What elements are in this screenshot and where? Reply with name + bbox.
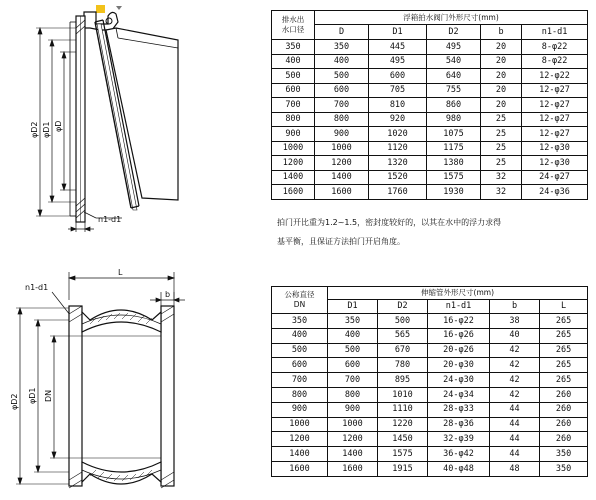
joint-table-cell: 1220 <box>378 417 428 432</box>
joint-group-header: 伸缩管外形尺寸(mm) <box>328 287 588 300</box>
joint-table-cell: 24-φ30 <box>428 373 490 388</box>
flap-table-cell: 700 <box>272 98 315 113</box>
joint-table-cell: 16-φ26 <box>428 328 490 343</box>
joint-table-cell: 1200 <box>272 432 328 447</box>
joint-table-cell: 800 <box>328 387 378 402</box>
flap-col-d1: D1 <box>369 25 427 40</box>
flap-note-line-2: 基平衡，且保证方法拍门开启角度。 <box>277 237 405 246</box>
rubber-joint-table <box>271 286 588 477</box>
flap-table-cell: 1400 <box>272 170 315 185</box>
joint-table-cell: 32-φ39 <box>428 432 490 447</box>
flap-table-cell: 900 <box>315 127 369 142</box>
joint-table-cell: 1200 <box>328 432 378 447</box>
flap-table-cell: 900 <box>272 127 315 142</box>
flap-valve-table <box>271 10 588 200</box>
flap-table-cell: 12-φ27 <box>522 98 588 113</box>
joint-table-cell: 900 <box>272 402 328 417</box>
flap-column-headers <box>272 25 588 40</box>
flap-table-cell: 20 <box>481 83 522 98</box>
flap-table-cell: 25 <box>481 112 522 127</box>
joint-table-cell: 1400 <box>328 447 378 462</box>
flap-table-cell: 800 <box>315 112 369 127</box>
flap-table-row <box>272 69 588 84</box>
joint-table-cell: 42 <box>490 387 540 402</box>
joint-table-row <box>272 447 588 462</box>
flap-table-cell: 350 <box>315 40 369 55</box>
joint-table-cell: 20-φ26 <box>428 343 490 358</box>
flap-table-cell: 1000 <box>315 141 369 156</box>
label-holes-flap: n1-d1 <box>98 215 122 224</box>
flap-table-cell: 12-φ27 <box>522 83 588 98</box>
flap-table-cell: 495 <box>427 40 481 55</box>
joint-col-l: L <box>540 300 588 314</box>
flap-table-cell: 1760 <box>369 185 427 200</box>
flap-table-cell: 500 <box>315 69 369 84</box>
joint-table-row <box>272 328 588 343</box>
joint-table-cell: 265 <box>540 328 588 343</box>
joint-table-cell: 1010 <box>378 387 428 402</box>
flap-table-cell: 860 <box>427 98 481 113</box>
flap-table-row <box>272 40 588 55</box>
flap-table-row <box>272 141 588 156</box>
joint-table-cell: 260 <box>540 387 588 402</box>
joint-table-cell: 28-φ33 <box>428 402 490 417</box>
flap-table-cell: 980 <box>427 112 481 127</box>
joint-table-row <box>272 387 588 402</box>
label-dn: DN <box>44 389 53 402</box>
joint-table-body <box>272 314 588 477</box>
label-d: φD <box>54 120 63 132</box>
flap-table-cell: 500 <box>272 69 315 84</box>
joint-col-d2: D2 <box>378 300 428 314</box>
flap-table-cell: 20 <box>481 98 522 113</box>
joint-table-cell: 40 <box>490 328 540 343</box>
flap-col-d: D <box>315 25 369 40</box>
flap-table-cell: 350 <box>272 40 315 55</box>
flap-table-cell: 25 <box>481 156 522 171</box>
joint-table-cell: 265 <box>540 343 588 358</box>
joint-table-cell: 36-φ42 <box>428 447 490 462</box>
flap-table-cell: 810 <box>369 98 427 113</box>
joint-table-cell: 265 <box>540 358 588 373</box>
joint-col-holes: n1-d1 <box>428 300 490 314</box>
flap-table-cell: 540 <box>427 54 481 69</box>
joint-table-cell: 20-φ30 <box>428 358 490 373</box>
joint-table-cell: 1575 <box>378 447 428 462</box>
flap-table-cell: 705 <box>369 83 427 98</box>
flap-table-cell: 1600 <box>272 185 315 200</box>
flap-table-cell: 1575 <box>427 170 481 185</box>
joint-table-cell: 350 <box>540 461 588 476</box>
joint-table-cell: 565 <box>378 328 428 343</box>
joint-table-cell: 44 <box>490 432 540 447</box>
flap-table-cell: 1200 <box>315 156 369 171</box>
joint-table-cell: 700 <box>272 373 328 388</box>
joint-table-cell: 260 <box>540 432 588 447</box>
joint-table-cell: 260 <box>540 417 588 432</box>
flap-table-cell: 32 <box>481 170 522 185</box>
flap-table-cell: 1930 <box>427 185 481 200</box>
flap-table-cell: 600 <box>272 83 315 98</box>
joint-table-row <box>272 314 588 329</box>
joint-table-cell: 1600 <box>272 461 328 476</box>
joint-table-cell: 40-φ48 <box>428 461 490 476</box>
joint-table-cell: 600 <box>328 358 378 373</box>
flap-col-b: b <box>481 25 522 40</box>
right-flange <box>161 306 174 486</box>
b-dimension <box>68 222 94 232</box>
joint-table-cell: 800 <box>272 387 328 402</box>
joint-table-cell: 38 <box>490 314 540 329</box>
flap-table-cell: 24-φ36 <box>522 185 588 200</box>
flap-table-cell: 8-φ22 <box>522 54 588 69</box>
joint-table-cell: 900 <box>328 402 378 417</box>
joint-table-cell: 1000 <box>328 417 378 432</box>
joint-table-cell: 265 <box>540 314 588 329</box>
flap-table-cell: 1400 <box>315 170 369 185</box>
joint-table-cell: 700 <box>328 373 378 388</box>
joint-table-row <box>272 358 588 373</box>
joint-table-cell: 1600 <box>328 461 378 476</box>
joint-table-cell: 780 <box>378 358 428 373</box>
flap-table-cell: 20 <box>481 54 522 69</box>
flap-table-cell: 700 <box>315 98 369 113</box>
flap-table-row <box>272 98 588 113</box>
label-d2: φD2 <box>30 121 39 138</box>
flap-table-cell: 800 <box>272 112 315 127</box>
joint-table-cell: 500 <box>328 343 378 358</box>
flap-table-row <box>272 127 588 142</box>
label-holes-joint: n1-d1 <box>25 283 49 292</box>
flap-table-row <box>272 185 588 200</box>
marker-arrow-icon <box>116 6 122 10</box>
rubber-joint-drawing <box>10 268 185 488</box>
joint-table-cell: 265 <box>540 373 588 388</box>
joint-table-cell: 1110 <box>378 402 428 417</box>
flap-table-cell: 1175 <box>427 141 481 156</box>
flap-table-cell: 12-φ30 <box>522 141 588 156</box>
flap-table-cell: 12-φ27 <box>522 127 588 142</box>
joint-table-row <box>272 432 588 447</box>
yellow-marker <box>96 5 105 13</box>
joint-col-b: b <box>490 300 540 314</box>
flap-table-cell: 12-φ27 <box>522 112 588 127</box>
joint-table-cell: 44 <box>490 447 540 462</box>
flap-table-cell: 1320 <box>369 156 427 171</box>
flap-table-cell: 12-φ30 <box>522 156 588 171</box>
flap-table-cell: 640 <box>427 69 481 84</box>
joint-table-cell: 350 <box>272 314 328 329</box>
label-joint-d2: φD2 <box>10 393 19 410</box>
joint-table-cell: 350 <box>540 447 588 462</box>
joint-col-d1: D1 <box>328 300 378 314</box>
flap-table-cell: 1200 <box>272 156 315 171</box>
label-b-joint: b <box>165 290 171 299</box>
flap-table-cell: 20 <box>481 40 522 55</box>
joint-table-cell: 24-φ34 <box>428 387 490 402</box>
flap-table-cell: 1380 <box>427 156 481 171</box>
flap-group-header: 浮箱拍水阀门外形尺寸(mm) <box>315 11 588 25</box>
flap-table-cell: 1120 <box>369 141 427 156</box>
flap-valve-drawing <box>30 5 178 232</box>
flap-table-cell: 600 <box>369 69 427 84</box>
flap-table-body <box>272 40 588 200</box>
flap-table-row <box>272 54 588 69</box>
flap-table-cell: 32 <box>481 185 522 200</box>
joint-table-cell: 400 <box>328 328 378 343</box>
flap-table-cell: 20 <box>481 69 522 84</box>
flap-col-d2: D2 <box>427 25 481 40</box>
joint-table-cell: 44 <box>490 402 540 417</box>
flap-table-row <box>272 170 588 185</box>
label-l: L <box>118 268 123 277</box>
flap-table-cell: 25 <box>481 141 522 156</box>
joint-table-cell: 42 <box>490 373 540 388</box>
label-d1: φD1 <box>42 121 51 138</box>
joint-table-row <box>272 417 588 432</box>
flap-col-holes: n1-d1 <box>522 25 588 40</box>
flap-table-row <box>272 112 588 127</box>
flap-table-cell: 400 <box>315 54 369 69</box>
flap-table-cell: 12-φ22 <box>522 69 588 84</box>
flap-table-cell: 1000 <box>272 141 315 156</box>
flap-table-cell: 24-φ27 <box>522 170 588 185</box>
flap-table-cell: 8-φ22 <box>522 40 588 55</box>
joint-table-cell: 1000 <box>272 417 328 432</box>
label-joint-d1: φD1 <box>28 387 37 404</box>
flap-table-cell: 400 <box>272 54 315 69</box>
flap-table-cell: 755 <box>427 83 481 98</box>
flap-table-row <box>272 83 588 98</box>
joint-table-cell: 600 <box>272 358 328 373</box>
flap-table-cell: 445 <box>369 40 427 55</box>
joint-table-cell: 670 <box>378 343 428 358</box>
holes-leader <box>84 212 96 218</box>
joint-table-cell: 28-φ36 <box>428 417 490 432</box>
joint-table-cell: 48 <box>490 461 540 476</box>
joint-table-cell: 500 <box>378 314 428 329</box>
joint-table-row <box>272 402 588 417</box>
flap-table-cell: 1020 <box>369 127 427 142</box>
flap-table-cell: 1075 <box>427 127 481 142</box>
joint-flange-hatching <box>69 306 174 488</box>
joint-table-row <box>272 373 588 388</box>
joint-table-cell: 895 <box>378 373 428 388</box>
joint-table-cell: 42 <box>490 343 540 358</box>
flap-table-cell: 1600 <box>315 185 369 200</box>
flap-table-cell: 1520 <box>369 170 427 185</box>
flap-table-cell: 495 <box>369 54 427 69</box>
joint-table-cell: 1450 <box>378 432 428 447</box>
joint-table-cell: 500 <box>272 343 328 358</box>
joint-table-cell: 260 <box>540 402 588 417</box>
flap-note-line-1: 拍门开比重为1.2~1.5，密封度较好的，以其在水中的浮力求得 <box>277 218 502 227</box>
flap-corner-header: 排水出 水口径 <box>272 11 315 40</box>
left-flange <box>69 306 82 486</box>
joint-table-cell: 1915 <box>378 461 428 476</box>
joint-table-cell: 44 <box>490 417 540 432</box>
joint-table-row <box>272 461 588 476</box>
flap-table-cell: 25 <box>481 127 522 142</box>
joint-table-cell: 1400 <box>272 447 328 462</box>
joint-table-row <box>272 343 588 358</box>
joint-table-cell: 16-φ22 <box>428 314 490 329</box>
joint-table-cell: 42 <box>490 358 540 373</box>
joint-table-cell: 350 <box>328 314 378 329</box>
flap-table-cell: 920 <box>369 112 427 127</box>
flap-table-cell: 600 <box>315 83 369 98</box>
flap-table-row <box>272 156 588 171</box>
joint-corner-header: 公称直径 DN <box>272 287 328 314</box>
joint-table-cell: 400 <box>272 328 328 343</box>
